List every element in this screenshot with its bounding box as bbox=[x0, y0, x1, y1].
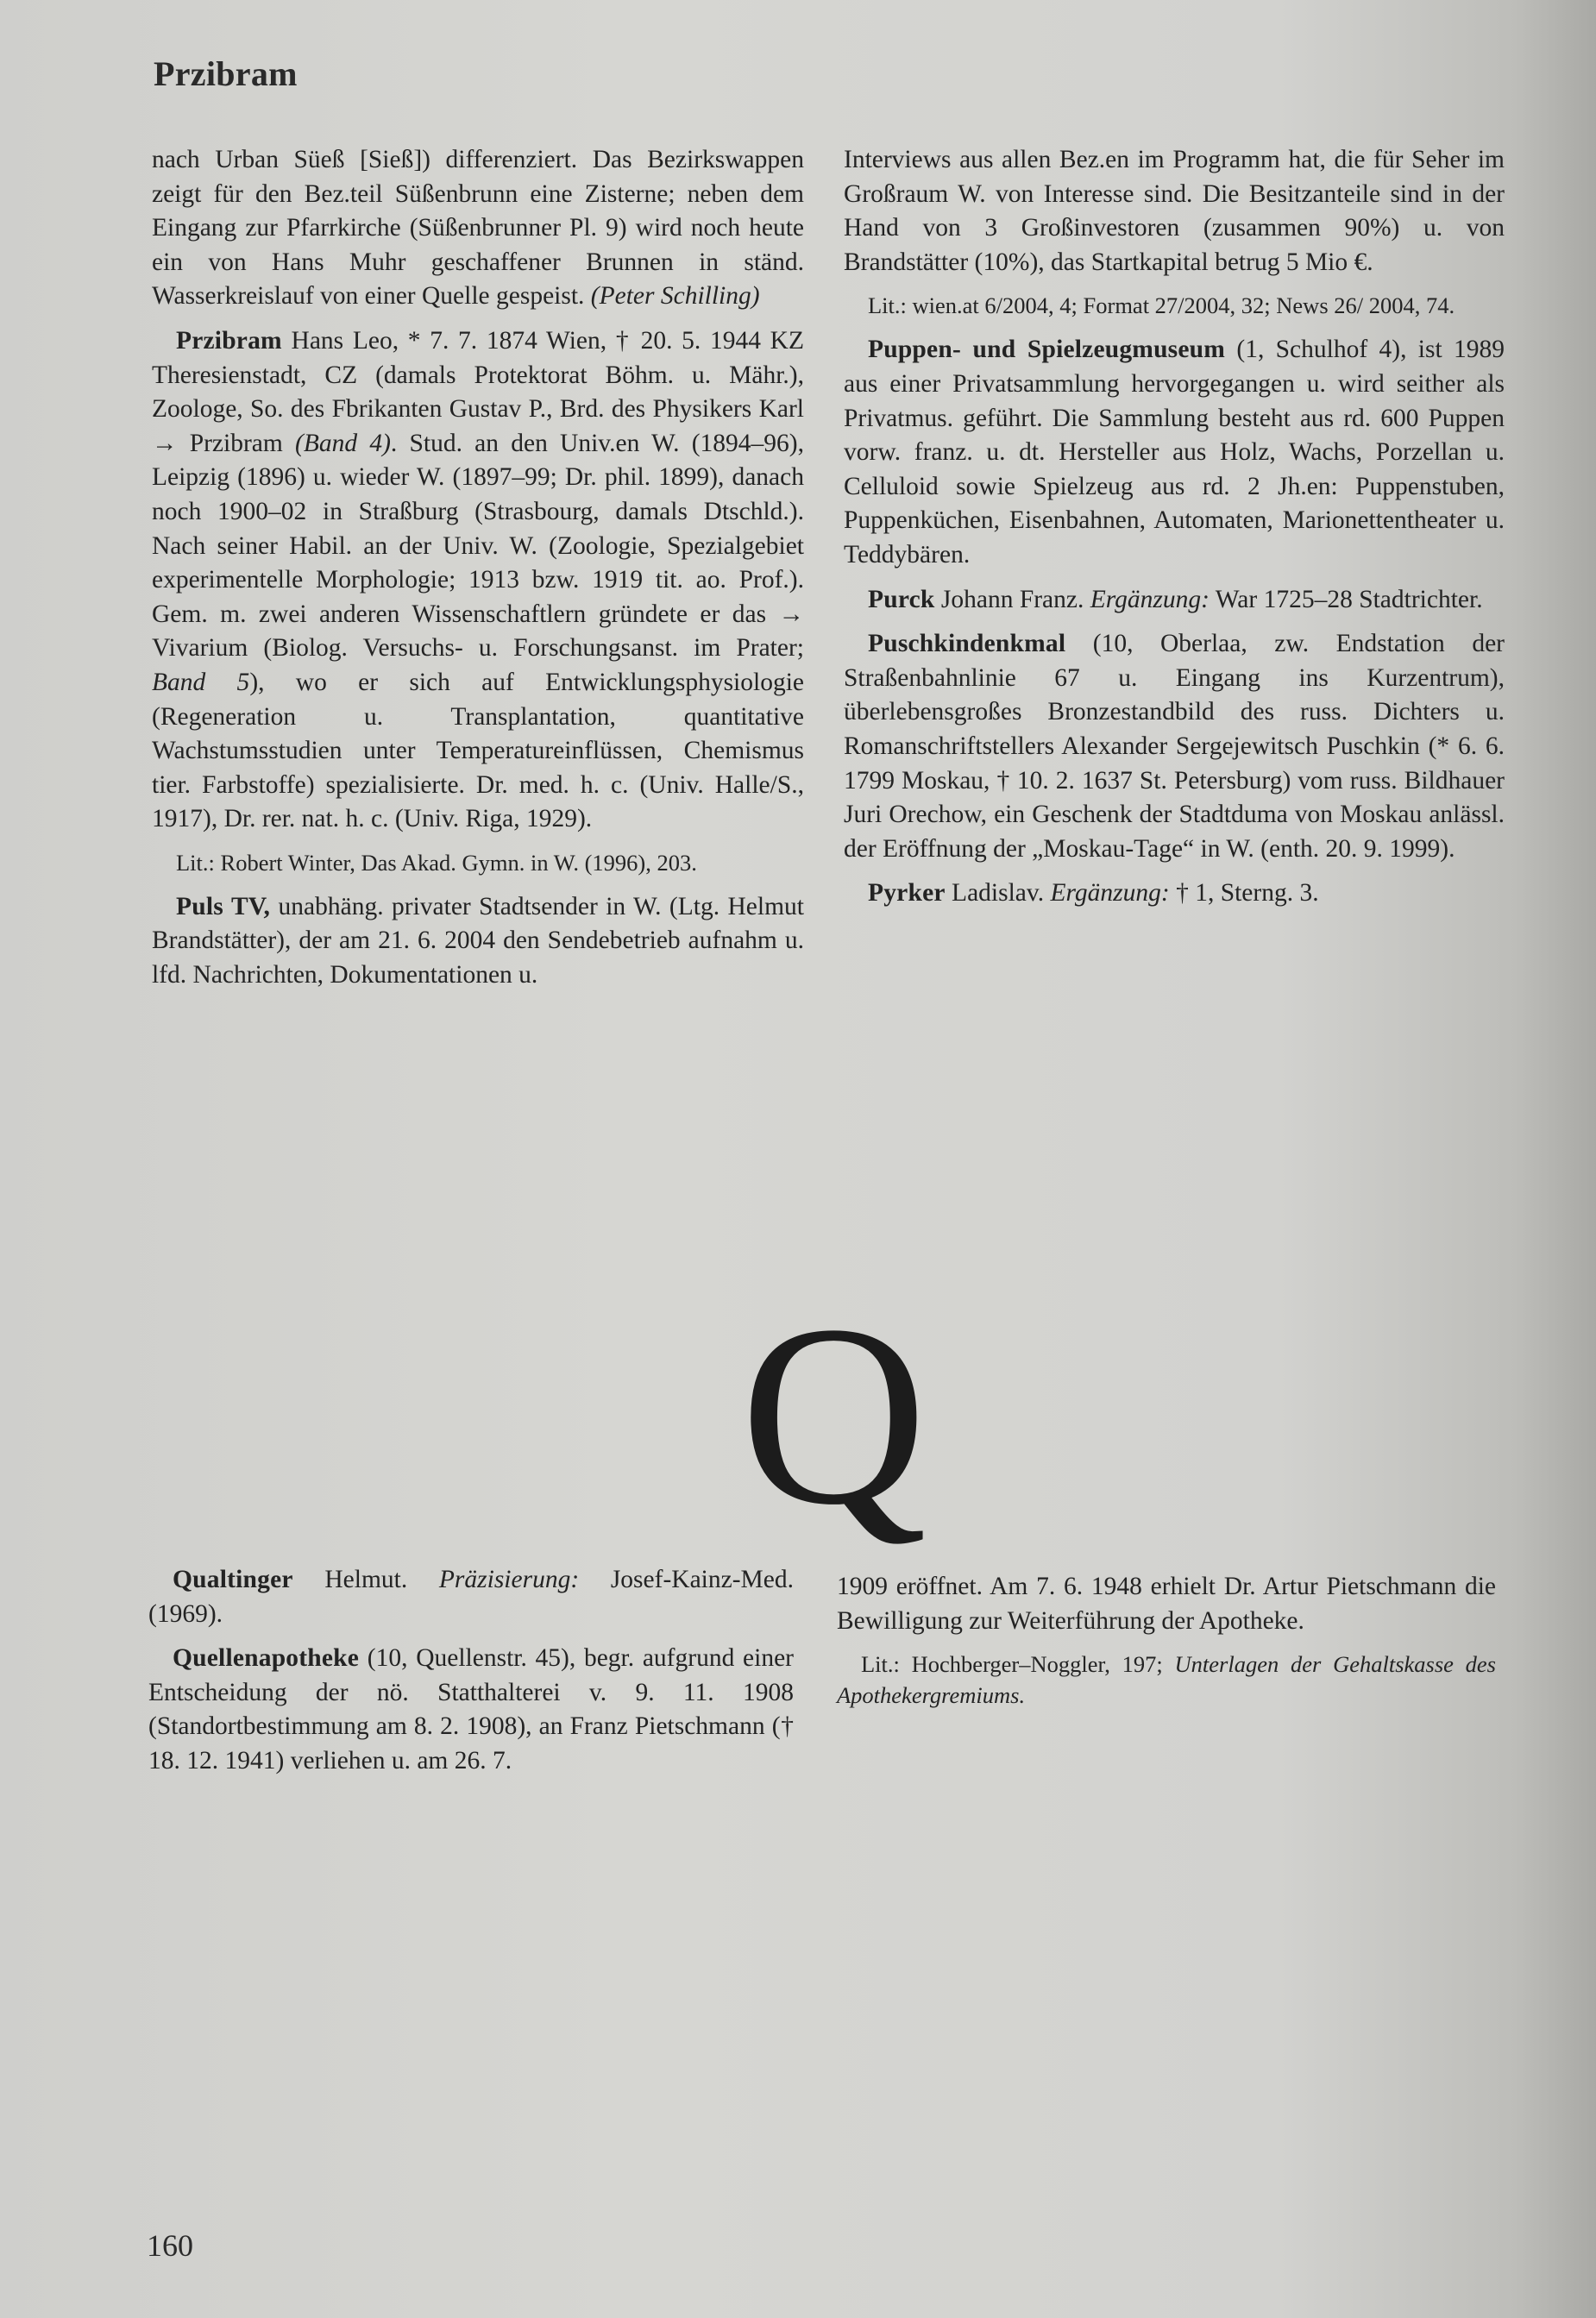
cross-reference: (Band 4) bbox=[295, 429, 391, 457]
section-letter: Q bbox=[740, 1272, 927, 1558]
literature-reference: Lit.: wien.at 6/2004, 4; Format 27/2004, 32; News 26/ 2004, 74. bbox=[868, 292, 1455, 319]
entry-text: (10, Oberlaa, zw. Endstation der Straßenbahnlinie 67 u. Eingang ins Kurzentrum), überlebensgroßes Bronzestandbild des russ. Dichters u. Romanschriftstellers Alexander Sergejewitsch Puschkin (* 6. 6. 1799 Moskau, † 10. 2. 1637 St. Petersburg) vom russ. Bildhauer Juri Orechow, ein Geschenk der Stadtduma von Moskau anlässl. der Eröffnung der „Moskau-Tage“ in W. (enth. 20. 9. 1999). bbox=[844, 630, 1505, 863]
entry-text: (1, Schulhof 4), ist 1989 aus einer Privatsammlung hervorgegangen u. wird seither als Privatmus. geführt. Die Sammlung besteht aus rd. 600 Puppen vorw. franz. u. dt. Hersteller aus Holz, Wachs, Porzellan u. Celluloid sowie Spielzeug aus rd. 2 Jh.en: Puppenstuben, Puppenküchen, Eisenbahnen, Automaten, Marionettentheater u. Teddybären. bbox=[844, 336, 1505, 569]
author-credit: (Peter Schilling) bbox=[590, 282, 760, 311]
entry-purck bbox=[844, 583, 1505, 618]
entry-text: War 1725–28 Stadtrichter. bbox=[1209, 585, 1483, 613]
entry-text: Josef-Kainz-Med. (1969). bbox=[148, 1566, 794, 1628]
column-right-bottom bbox=[837, 1570, 1496, 1723]
entry-text: ), wo er sich auf Entwicklungsphysiologie (Regeneration u. Transplantation, quantitative Wachstumsstudien unter Temperatureinflüssen, Chemismus tier. Farbstoffe) spezialisierte. Dr. med. h. c. (Univ. Halle/S., 1917), Dr. rer. nat. h. c. (Univ. Riga, 1929). bbox=[152, 668, 804, 833]
entry-puls-tv bbox=[152, 890, 804, 993]
entry-headword: Qualtinger bbox=[173, 1566, 293, 1593]
entry-headword: Pyrker bbox=[868, 879, 946, 908]
literature-reference bbox=[837, 1649, 1496, 1711]
entry-headword: Puls TV, bbox=[176, 892, 271, 920]
literature-reference: Lit.: Robert Winter, Das Akad. Gymn. in W. (1996), 203. bbox=[176, 849, 697, 876]
entry-text: Hans Leo, * 7. 7. 1874 Wien, † 20. 5. 1944 KZ Theresienstadt, CZ (damals Protektorat Böhm. u. Mähr.), Zoologe, So. des Fbrikanten Gustav P., Brd. des Physikers Karl → Przibram bbox=[152, 326, 804, 457]
entry-text: nach Urban Süeß [Sieß]) differenziert. Das Bezirkswappen zeigt für den Bez.teil Süßenbrunn eine Zisterne; neben dem Eingang zur Pfarrkirche (Süßenbrunner Pl. 9) wird noch heute ein von Hans Muhr geschaffener Brunnen in ständ. Wasserkreislauf von einer Quelle gespeist. bbox=[152, 146, 804, 311]
entry-text: (10, Quellenstr. 45), begr. aufgrund einer Entscheidung der nö. Statthalterei v. 9. 11. 1908 (Standortbestimmung am 8. 2. 1908), an Franz Pietschmann († 18. 12. 1941) verliehen u. am 26. 7. bbox=[148, 1644, 794, 1775]
entry-headword: Quellenapotheke bbox=[173, 1644, 360, 1673]
entry-continuation: Interviews aus allen Bez.en im Programm hat, die für Seher im Großraum W. von Interesse sind. Die Besitzanteile sind in der Hand von 3 Großinvestoren (zusammen 90%) u. von Brandstätter (10%), das Startkapital betrug 5 Mio €. bbox=[844, 146, 1505, 276]
entry-przibram bbox=[152, 324, 804, 837]
entry-continuation: 1909 eröffnet. Am 7. 6. 1948 erhielt Dr. Artur Pietschmann die Bewilligung zur Weiterführung der Apotheke. bbox=[837, 1573, 1496, 1635]
entry-headword: Przibram bbox=[176, 326, 282, 355]
cross-reference: Band 5 bbox=[152, 668, 250, 696]
entry-text: unabhäng. privater Stadtsender in W. (Ltg. Helmut Brandstätter), der am 21. 6. 2004 den Sendebetrieb aufnahm u. lfd. Nachrichten, Dokumentationen u. bbox=[152, 892, 804, 989]
entry-label: Ergänzung: bbox=[1090, 585, 1210, 613]
literature-text: Lit.: Hochberger–Noggler, 197; bbox=[861, 1651, 1175, 1678]
entry-qualtinger bbox=[148, 1563, 794, 1631]
entry-label: Präzisierung: bbox=[438, 1566, 580, 1593]
entry-text: . Stud. an den Univ.en W. (1894–96), Leipzig (1896) u. wieder W. (1897–99; Dr. phil. 1899), danach noch 1900–02 in Straßburg (Strasbourg, damals Dtschld.). Nach seiner Habil. an der Univ. W. (Zoologie, Spezialgebiet experimentelle Morphologie; 1913 bzw. 1919 tit. ao. Prof.). Gem. m. zwei anderen Wissenschaftlern gründete er das → Vivarium (Biolog. Versuchs- u. Forschungsanst. im Prater; bbox=[152, 429, 804, 663]
entry-puppenmuseum bbox=[844, 333, 1505, 572]
page-number: 160 bbox=[147, 2228, 193, 2263]
literature-source: Unterlagen der Gehaltskasse des Apothekergremiums. bbox=[837, 1651, 1496, 1709]
column-left-bottom bbox=[148, 1563, 794, 1789]
entry-continuation bbox=[152, 143, 804, 314]
entry-headword: Purck bbox=[868, 585, 935, 613]
entry-text: Johann Franz. bbox=[934, 585, 1090, 613]
entry-puschkindenkmal bbox=[844, 627, 1505, 866]
entry-text: Helmut. bbox=[292, 1566, 439, 1593]
entry-headword: Puppen- und Spielzeugmuseum bbox=[868, 336, 1226, 364]
entry-quellenapotheke bbox=[148, 1642, 794, 1778]
entry-label: Ergänzung: bbox=[1050, 879, 1170, 908]
entry-text: † 1, Sterng. 3. bbox=[1169, 879, 1319, 908]
entry-text: Ladislav. bbox=[945, 879, 1051, 908]
column-left-top bbox=[152, 143, 804, 1003]
page-title: Przibram bbox=[154, 54, 298, 93]
entry-pyrker bbox=[844, 876, 1505, 911]
entry-headword: Puschkindenkmal bbox=[868, 630, 1066, 658]
column-right-top bbox=[844, 143, 1505, 921]
